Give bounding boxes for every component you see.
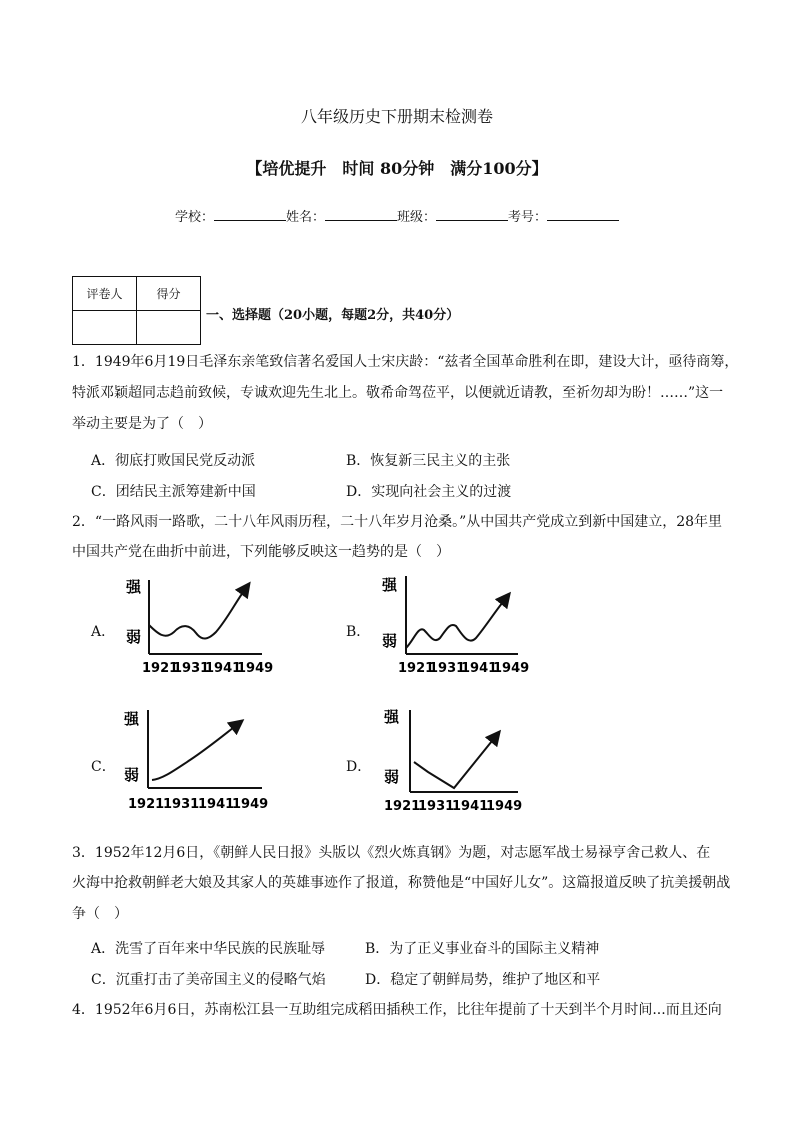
- q2-option-c[interactable]: C．: [91, 759, 116, 775]
- name-field[interactable]: [325, 208, 397, 221]
- class-label: 班级：: [397, 210, 437, 225]
- q1-line3: 举动主要是为了（ ）: [72, 416, 212, 432]
- class-field[interactable]: [436, 208, 508, 221]
- grader-cell[interactable]: [73, 311, 137, 345]
- exam-title: 八年级历史下册期末检测卷: [300, 107, 493, 126]
- name-label: 姓名：: [285, 210, 325, 225]
- chart-b-tick-1941: 1941: [461, 661, 498, 676]
- chart-b-tick-1921: 1921: [398, 661, 435, 676]
- chart-b-tick-1931: 1931: [429, 661, 466, 676]
- q3-option-d[interactable]: D．稳定了朝鲜局势，维护了地区和平: [365, 972, 601, 988]
- chart-a-tick-1931: 1931: [173, 661, 210, 676]
- school-label: 学校：: [174, 210, 214, 225]
- q3-line3: 争（ ）: [72, 906, 128, 922]
- chart-b-line: [406, 598, 506, 648]
- chart-d[interactable]: [376, 702, 536, 814]
- chart-d-ylabel-bottom: 弱: [384, 768, 400, 786]
- q1-option-c[interactable]: C．团结民主派筹建新中国: [91, 484, 256, 500]
- chart-c[interactable]: [120, 702, 280, 814]
- chart-a-tick-1921: 1921: [142, 661, 179, 676]
- chart-d-tick-1941: 1941: [452, 799, 489, 814]
- chart-c-tick-1949: 1949: [232, 797, 269, 812]
- score-header: 得分: [137, 277, 201, 311]
- q3-option-b[interactable]: B．为了正义事业奋斗的国际主义精神: [365, 941, 600, 957]
- q1-option-a[interactable]: A．彻底打败国民党反动派: [91, 453, 256, 469]
- q3-line2: 火海中抢救朝鲜老大娘及其家人的英雄事迹作了报道，称赞他是“中国好儿女”。这篇报道反映了抗美援朝战: [72, 875, 731, 891]
- chart-b-ylabel-bottom: 弱: [382, 632, 398, 650]
- chart-c-line: [152, 724, 238, 780]
- chart-d-ylabel-top: 强: [384, 708, 400, 726]
- chart-a-tick-1941: 1941: [205, 661, 242, 676]
- chart-d-tick-1931: 1931: [418, 799, 455, 814]
- chart-a[interactable]: [120, 568, 280, 678]
- chart-c-tick-1921: 1921: [128, 797, 165, 812]
- exam-subtitle: 【培优提升 时间 80分钟 满分100分】: [246, 159, 548, 178]
- id-label: 考号：: [508, 210, 548, 225]
- q4-line1: 4．1952年6月6日，苏南松江县一互助组完成稻田插秧工作，比往年提前了十天到半个月时间...而且还向: [72, 1002, 722, 1018]
- chart-d-line: [414, 736, 496, 788]
- chart-c-tick-1941: 1941: [198, 797, 235, 812]
- chart-b-ylabel-top: 强: [382, 576, 398, 594]
- q3-option-c[interactable]: C．沉重打击了美帝国主义的侵略气焰: [91, 972, 326, 988]
- chart-d-tick-1921: 1921: [384, 799, 421, 814]
- chart-b[interactable]: [376, 568, 536, 678]
- chart-b-tick-1949: 1949: [493, 661, 530, 676]
- q2-option-b[interactable]: B．: [346, 624, 371, 640]
- chart-c-ylabel-bottom: 弱: [124, 766, 140, 784]
- id-field[interactable]: [547, 208, 619, 221]
- score-table: [72, 276, 201, 345]
- chart-d-tick-1949: 1949: [486, 799, 523, 814]
- section-title: 一、选择题（20小题，每题2分，共40分）: [206, 308, 460, 323]
- q1-line2: 特派邓颖超同志趋前致候，专诚欢迎先生北上。敬希命驾莅平，以便就近请教，至祈勿却为盼！……”这一: [72, 385, 724, 401]
- q2-line1: 2．“一路风雨一路歌，二十八年风雨历程，二十八年岁月沧桑。”从中国共产党成立到新中国建立，28年里: [72, 514, 723, 530]
- grader-header: 评卷人: [73, 277, 137, 311]
- chart-a-ylabel-bottom: 弱: [126, 628, 142, 646]
- q2-option-a[interactable]: A．: [91, 624, 116, 640]
- chart-c-tick-1931: 1931: [163, 797, 200, 812]
- q3-option-a[interactable]: A．洗雪了百年来中华民族的民族耻辱: [91, 941, 326, 957]
- q2-option-d[interactable]: D．: [346, 759, 372, 775]
- chart-c-ylabel-top: 强: [124, 710, 140, 728]
- q1-option-d[interactable]: D．实现向社会主义的过渡: [346, 484, 512, 500]
- student-info-line: [0, 206, 794, 225]
- score-cell[interactable]: [137, 311, 201, 345]
- q2-line2: 中国共产党在曲折中前进，下列能够反映这一趋势的是（ ）: [72, 544, 450, 560]
- chart-a-line: [149, 588, 246, 639]
- q3-line1: 3．1952年12月6日，《朝鲜人民日报》头版以《烈火炼真钢》为题，对志愿军战士易禄亨舍己救人、在: [72, 845, 711, 861]
- chart-a-tick-1949: 1949: [237, 661, 274, 676]
- q1-option-b[interactable]: B．恢复新三民主义的主张: [346, 453, 511, 469]
- q1-line1: 1．1949年6月19日毛泽东亲笔致信著名爱国人士宋庆龄：“兹者全国革命胜利在即，建设大计，亟待商筹，: [72, 354, 739, 370]
- chart-a-ylabel-top: 强: [126, 578, 142, 596]
- school-field[interactable]: [214, 208, 286, 221]
